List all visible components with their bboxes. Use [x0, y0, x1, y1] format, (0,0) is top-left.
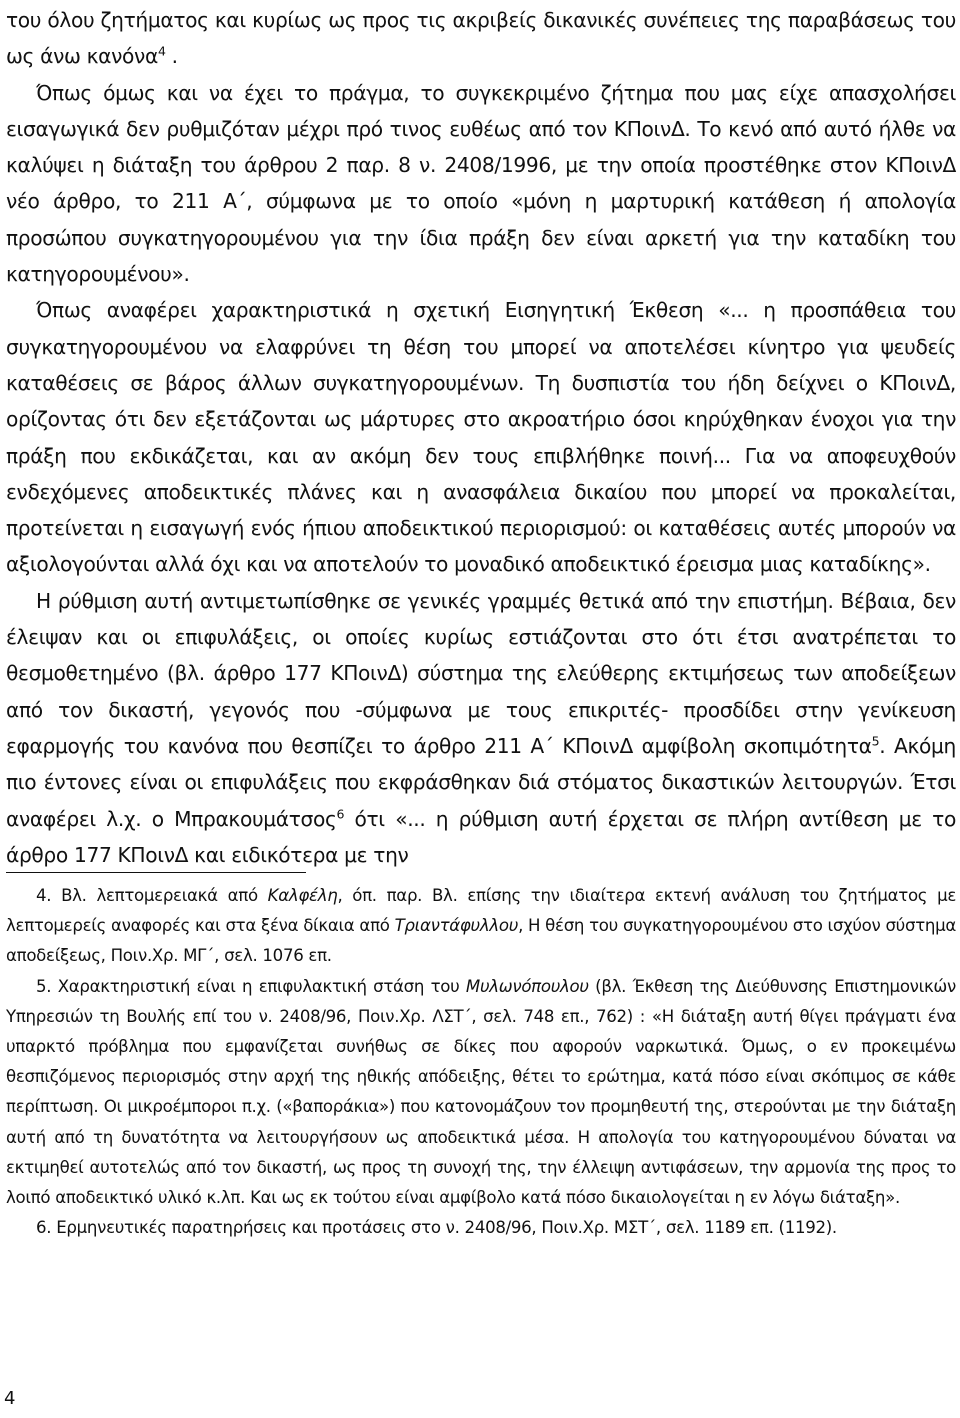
footnote-ref-6: 6 [336, 805, 345, 821]
footnote-text: (βλ. Έκθεση της Διεύθυνσης Επιστημονικών Υπηρεσιών τη Βουλής επί του ν. 2408/96, Ποιν.Χρ. ΛΣΤ΄, σελ. 748 επ., 762) : «Η διάταξη αυτή θίγει πράγματι ένα υπαρκτό πρόβλημα που εμφανίζεται συνήθως σε δίκες που αφορούν ναρκωτικά. Όμως, ο εν προκειμένω θεσπιζόμενος περιορισμός στην αρχή της ηθικής απόδειξης, θέτει το ερώτημα, κατά πόσο είναι σκόπιμος σε κάθε περίπτωση. Οι μικροέμποροι π.χ. («βαποράκια») που κατονομάζουν τον προμηθευτή της, στερούνται με την διάταξη αυτή από τη δυνατότητα να λειτουργήσουν ως αποδεικτικά μέσα. Η απολογία του κατηγορουμένου δύναται να εκτιμηθεί αυτοτελώς από τον δικαστή, ως προς τη συνοχή της, την έλλειψη αντιφάσεων, την αρμονία της προς το λοιπό αποδεικτικό υλικό κ.λπ. Και ως εκ τούτου είναι αμφίβολο κατά πόσο δικαιολογείται η εν λόγω διάταξη». [6, 976, 956, 1208]
footnote-6: 6. Ερμηνευτικές παρατηρήσεις και προτάσεις στο ν. 2408/96, Ποιν.Χρ. ΜΣΤ΄, σελ. 1189 επ. (1192). [36, 1218, 837, 1238]
footnote-text: , όπ. παρ. Βλ. επίσης την ιδιαίτερα εκτενή ανάλυση του ζητήματος με λεπτομερείς αναφορές και στα ξένα δίκαια από [6, 886, 956, 936]
main-text [6, 0, 956, 873]
paragraph-text: . Ακόμη πιο έντονες είναι οι επιφυλάξεις που εκφράσθηκαν διά στόματος δικαστικών λειτουργών. Έτσι αναφέρει λ.χ. ο Μπρακουμάτσος [6, 733, 956, 831]
footnote-ref-4: 4 [157, 43, 166, 59]
paragraph-2: Όπως όμως και να έχει το πράγμα, το συγκεκριμένο ζήτημα που μας είχε απασχολήσει εισαγωγικά δεν ρυθμιζόταν μέχρι πρό τινος ευθέως από τον ΚΠοινΔ. Το κενό από αυτό ήλθε να καλύψει η διάταξη του άρθρου 2 παρ. 8 ν. 2408/1996, με την οποία προστέθηκε στον ΚΠοινΔ νέο άρθρο, το 211 Α΄, σύμφωνα με το οποίο «μόνη η μαρτυρική κατάθεση ή απολογία προσώπου συγκατηγορουμένου για την ίδια πράξη δεν είναι αρκετή για την καταδίκη του κατηγορουμένου». [6, 80, 956, 287]
footnote-ref-5: 5 [871, 733, 880, 749]
paragraph-4 [6, 583, 956, 873]
footnote-text: , Η θέση του συγκατηγορουμένου στο ισχύον σύστημα αποδείξεως, Ποιν.Χρ. ΜΓ΄, σελ. 1076 επ. [6, 916, 956, 966]
footnote-separator [6, 872, 306, 873]
paragraph-3: Όπως αναφέρει χαρακτηριστικά η σχετική Εισηγητική Έκθεση «... η προσπάθεια του συγκατηγορουμένου να ελαφρύνει τη θέση του μπορεί να αποτελέσει κίνητρο για ψευδείς καταθέσεις σε βάρος άλλων συγκατηγορουμένων. Τη δυσπιστία του ήδη δείχνει ο ΚΠοινΔ, ορίζοντας ότι δεν εξετάζονται ως μάρτυρες στο ακροατήριο όσοι κηρύχθηκαν ένοχοι για την πράξη που εκδικάζεται, και αν ακόμη δεν τους επιβλήθηκε ποινή... Για να αποφευχθούν ενδεχόμενες αποδεικτικές πλάνες και η ανασφάλεια δικαίου που μπορεί να προκαλείται, προτείνεται η εισαγωγή ενός ήπιου αποδεικτικού περιορισμού: οι καταθέσεις αυτές μπορούν να αξιολογούνται αλλά όχι και να αποτελούν το μοναδικό αποδεικτικό έρεισμα μιας καταδίκης». [6, 298, 956, 577]
footnote-author: Καλφέλη [267, 886, 338, 905]
footnotes [6, 881, 956, 1243]
paragraph-text: . [165, 44, 178, 69]
footnote-5 [6, 972, 956, 1214]
paragraph-1 [6, 0, 956, 75]
footnote-text: 4. Βλ. λεπτομερειακά από [36, 886, 268, 905]
page-number: 4 [4, 1388, 16, 1409]
footnote-4 [6, 881, 956, 972]
footnote-author: Μυλωνόπουλου [465, 976, 589, 996]
footnote-text: 5. Χαρακτηριστική είναι η επιφυλακτική στάση του [36, 976, 466, 996]
paragraph-text: ότι «... η ρύθμιση αυτή έρχεται σε πλήρη αντίθεση με το άρθρο 177 ΚΠοινΔ και ειδικότερα με την [6, 806, 956, 867]
paragraph-text: του όλου ζητήματος και κυρίως ως προς τις ακριβείς δικανικές συνέπειες της παραβάσεως του ως άνω κανόνα [6, 8, 956, 69]
paragraph-text: Η ρύθμιση αυτή αντιμετωπίσθηκε σε γενικές γραμμές θετικά από την επιστήμη. Βέβαια, δεν έλειψαν και οι επιφυλάξεις, οι οποίες κυρίως εστιάζονται στο ότι έτσι ανατρέπεται το θεσμοθετημένο (βλ. άρθρο 177 ΚΠοινΔ) σύστημα της ελεύθερης εκτιμήσεως των αποδείξεων από τον δικαστή, γεγονός που -σύμφωνα με τους επικριτές- προσδίδει στην γενίκευση εφαρμογής του κανόνα που θεσπίζει το άρθρο 211 Α΄ ΚΠοινΔ αμφίβολη σκοπιμότητα [6, 588, 956, 758]
footnote-author: Τριαντάφυλλου [394, 916, 519, 936]
